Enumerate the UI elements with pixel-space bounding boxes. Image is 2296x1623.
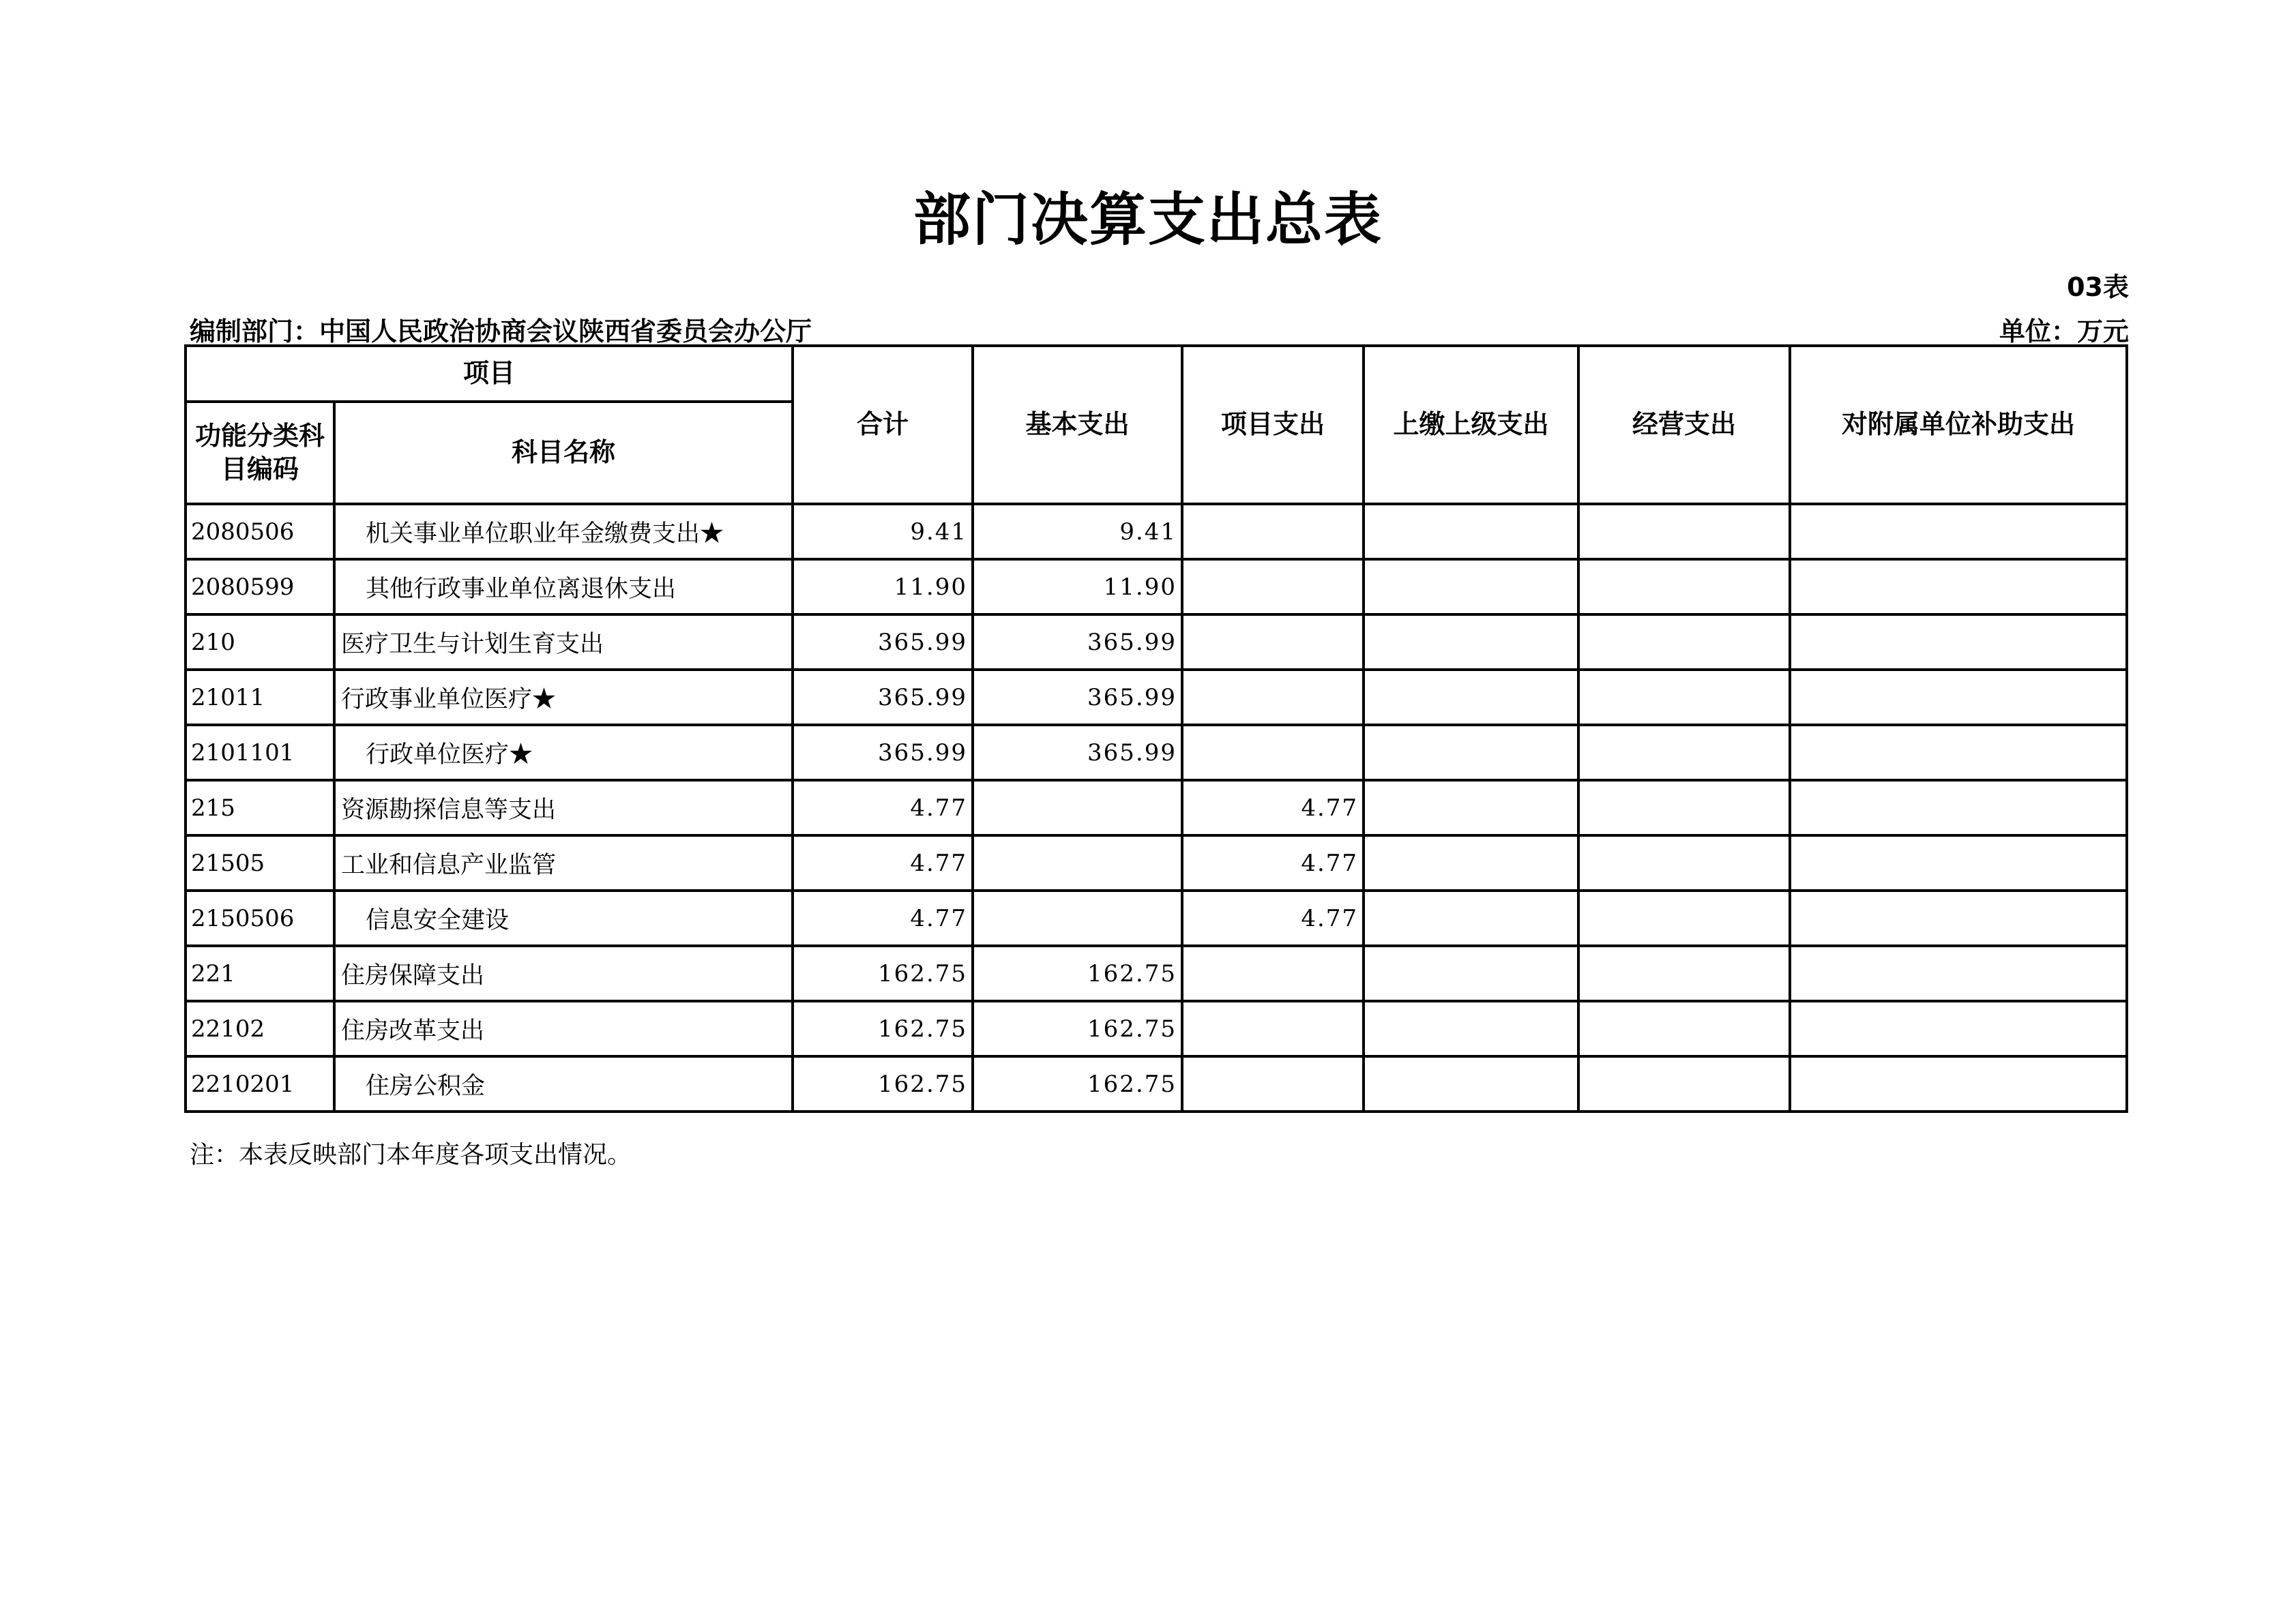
- unit-label: 单位：万元: [1999, 316, 2129, 346]
- header-code: 功能分类科目编码: [186, 402, 334, 504]
- row-business: [1578, 1056, 1790, 1112]
- row-total: 9.41: [793, 504, 973, 559]
- row-total: 162.75: [793, 946, 973, 1001]
- row-subsidy: [1790, 1056, 2127, 1112]
- row-project: [1182, 614, 1364, 670]
- header-total: 合计: [793, 346, 973, 504]
- row-total: 4.77: [793, 835, 973, 891]
- expenditure-table: [184, 344, 2128, 1113]
- row-total: 365.99: [793, 670, 973, 725]
- row-project: 4.77: [1182, 780, 1364, 835]
- row-name: 其他行政事业单位离退休支出: [334, 559, 793, 614]
- row-upper: [1364, 891, 1578, 946]
- table-row: [186, 504, 2127, 559]
- row-business: [1578, 835, 1790, 891]
- table-row: [186, 559, 2127, 614]
- row-subsidy: [1790, 1001, 2127, 1056]
- row-project: [1182, 559, 1364, 614]
- row-name: 行政单位医疗★: [334, 725, 793, 780]
- row-basic: 162.75: [973, 1001, 1182, 1056]
- row-total: 162.75: [793, 1001, 973, 1056]
- row-project: 4.77: [1182, 835, 1364, 891]
- header-subsidy: 对附属单位补助支出: [1790, 346, 2127, 504]
- row-code: 2210201: [186, 1056, 334, 1112]
- table-row: [186, 725, 2127, 780]
- header-basic: 基本支出: [973, 346, 1182, 504]
- row-name: 住房改革支出: [334, 1001, 793, 1056]
- row-subsidy: [1790, 614, 2127, 670]
- row-basic: 162.75: [973, 946, 1182, 1001]
- row-name: 住房公积金: [334, 1056, 793, 1112]
- row-project: [1182, 1056, 1364, 1112]
- row-total: 11.90: [793, 559, 973, 614]
- row-business: [1578, 946, 1790, 1001]
- row-upper: [1364, 946, 1578, 1001]
- row-project: 4.77: [1182, 891, 1364, 946]
- header-upper: 上缴上级支出: [1364, 346, 1578, 504]
- row-subsidy: [1790, 725, 2127, 780]
- header-project-expenditure: 项目支出: [1182, 346, 1364, 504]
- row-business: [1578, 614, 1790, 670]
- table-row: [186, 1056, 2127, 1112]
- row-name: 资源勘探信息等支出: [334, 780, 793, 835]
- row-basic: [973, 780, 1182, 835]
- row-name: 行政事业单位医疗★: [334, 670, 793, 725]
- row-code: 2150506: [186, 891, 334, 946]
- row-subsidy: [1790, 946, 2127, 1001]
- row-code: 22102: [186, 1001, 334, 1056]
- row-code: 21011: [186, 670, 334, 725]
- row-project: [1182, 1001, 1364, 1056]
- row-upper: [1364, 504, 1578, 559]
- row-subsidy: [1790, 670, 2127, 725]
- row-total: 162.75: [793, 1056, 973, 1112]
- row-total: 365.99: [793, 614, 973, 670]
- table-row: [186, 780, 2127, 835]
- row-code: 221: [186, 946, 334, 1001]
- row-business: [1578, 725, 1790, 780]
- row-basic: 11.90: [973, 559, 1182, 614]
- row-project: [1182, 725, 1364, 780]
- row-business: [1578, 780, 1790, 835]
- row-subsidy: [1790, 504, 2127, 559]
- table-row: [186, 946, 2127, 1001]
- row-basic: 365.99: [973, 725, 1182, 780]
- row-business: [1578, 670, 1790, 725]
- row-upper: [1364, 1001, 1578, 1056]
- row-business: [1578, 1001, 1790, 1056]
- row-name: 信息安全建设: [334, 891, 793, 946]
- row-basic: 365.99: [973, 614, 1182, 670]
- row-subsidy: [1790, 835, 2127, 891]
- row-upper: [1364, 725, 1578, 780]
- row-basic: 365.99: [973, 670, 1182, 725]
- table-row: [186, 670, 2127, 725]
- row-name: 住房保障支出: [334, 946, 793, 1001]
- row-code: 2080506: [186, 504, 334, 559]
- table-row: [186, 1001, 2127, 1056]
- row-upper: [1364, 1056, 1578, 1112]
- footnote: 注：本表反映部门本年度各项支出情况。: [190, 1141, 632, 1169]
- row-name: 医疗卫生与计划生育支出: [334, 614, 793, 670]
- row-code: 2080599: [186, 559, 334, 614]
- row-basic: 162.75: [973, 1056, 1182, 1112]
- department-label: 编制部门：中国人民政治协商会议陕西省委员会办公厅: [190, 316, 812, 346]
- row-project: [1182, 670, 1364, 725]
- header-name: 科目名称: [334, 402, 793, 504]
- row-project: [1182, 504, 1364, 559]
- row-upper: [1364, 614, 1578, 670]
- table-row: [186, 835, 2127, 891]
- row-name: 工业和信息产业监管: [334, 835, 793, 891]
- row-upper: [1364, 559, 1578, 614]
- table-row: [186, 891, 2127, 946]
- header-business: 经营支出: [1578, 346, 1790, 504]
- row-project: [1182, 946, 1364, 1001]
- row-code: 2101101: [186, 725, 334, 780]
- table-number: 03表: [2067, 272, 2129, 302]
- row-upper: [1364, 835, 1578, 891]
- table-row: [186, 614, 2127, 670]
- row-code: 210: [186, 614, 334, 670]
- row-basic: [973, 891, 1182, 946]
- row-total: 4.77: [793, 780, 973, 835]
- row-subsidy: [1790, 780, 2127, 835]
- row-basic: [973, 835, 1182, 891]
- row-total: 4.77: [793, 891, 973, 946]
- row-business: [1578, 504, 1790, 559]
- row-subsidy: [1790, 891, 2127, 946]
- page-title: 部门决算支出总表: [913, 185, 1383, 253]
- row-upper: [1364, 780, 1578, 835]
- row-code: 215: [186, 780, 334, 835]
- row-code: 21505: [186, 835, 334, 891]
- row-name: 机关事业单位职业年金缴费支出★: [334, 504, 793, 559]
- row-subsidy: [1790, 559, 2127, 614]
- row-total: 365.99: [793, 725, 973, 780]
- row-basic: 9.41: [973, 504, 1182, 559]
- header-project: 项目: [186, 346, 793, 402]
- row-business: [1578, 559, 1790, 614]
- row-business: [1578, 891, 1790, 946]
- row-upper: [1364, 670, 1578, 725]
